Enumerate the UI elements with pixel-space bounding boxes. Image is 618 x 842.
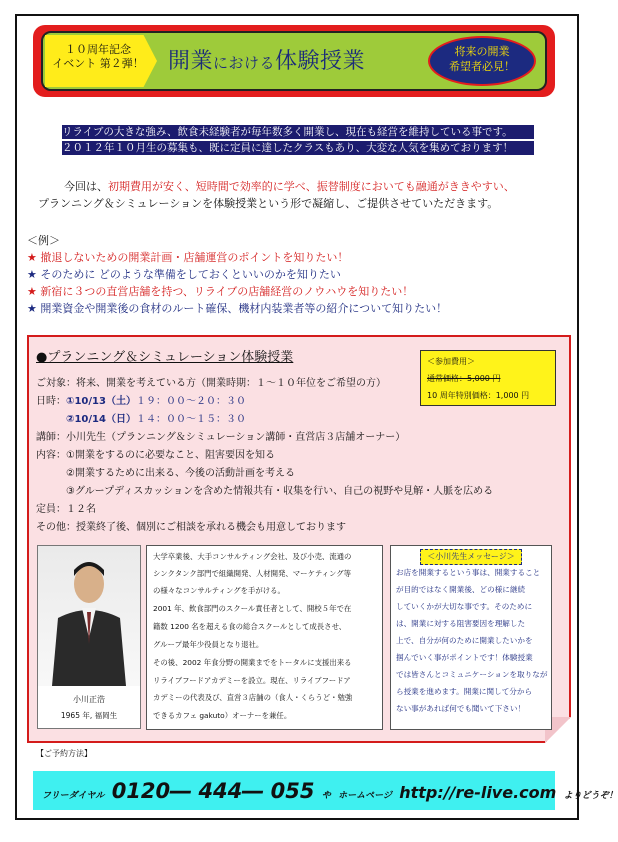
badge-line-2: 希望者必見！ <box>449 60 515 73</box>
message-line: は、開業に対する阻害要因を理解した <box>396 619 526 628</box>
or-text: や <box>321 791 331 801</box>
example-item <box>27 268 341 282</box>
seminar-date-2 <box>66 413 246 426</box>
anniversary-tag-text <box>50 43 146 71</box>
contact-suffix: よりどうぞ！ <box>563 791 618 801</box>
badge-text <box>428 44 536 74</box>
reservation-heading: 【ご予約方法】 <box>36 749 92 758</box>
seminar-title: ●プランニング＆シミュレーション体験授業 <box>36 350 294 365</box>
seminar-content-3: ③グループディスカッションを含めた情報共有・収集を行い、自己の視野や見解・人脈を広める <box>66 486 494 497</box>
intro-p1-lead: 今回は、 <box>64 180 108 193</box>
contact-line <box>42 779 618 803</box>
seminar-teacher: 講師：小川先生（プランニング＆シミュレーション講師・直営店３店舗オーナー） <box>36 432 406 443</box>
example-text: 新宿に３つの直営店舗を持つ、リライブの店舗経営のノウハウを知りたい！ <box>40 285 414 298</box>
date-1-time: １９：００〜２０：３０ <box>135 396 246 407</box>
content-item-1: ①開業をするのに必要なこと、阻害要因を知る <box>66 450 275 461</box>
teacher-bio-box <box>146 545 383 730</box>
star-icon: ★ <box>27 268 37 281</box>
seminar-content-2: ②開業するために出来る、今後の活動計画を考える <box>66 468 295 479</box>
title-part-1: 開業 <box>168 49 214 74</box>
seminar-content-1 <box>36 449 275 462</box>
title-part-3: 体験授業 <box>275 49 366 74</box>
example-text: 開業資金や開業後の食材のルート確保、機材内装業者等の紹介について知りたい！ <box>40 302 448 315</box>
freedial-label: フリーダイヤル <box>42 791 105 801</box>
star-icon: ★ <box>27 302 37 315</box>
teacher-portrait-icon <box>38 546 140 686</box>
cost-label: ＜参加費用＞ <box>427 357 475 366</box>
teacher-photo <box>37 545 141 687</box>
bio-line: その後、2002 年食分野の開業までをトータルに支援出来る <box>153 658 352 667</box>
example-text: 撤退しないための開業計画・店舗運営のポイントを知りたい！ <box>40 251 349 264</box>
content-label: 内容： <box>36 450 66 461</box>
teacher-name: 小川正浩 <box>73 695 105 704</box>
message-line: では皆さんとコミュニケーションを取りなが <box>396 670 548 679</box>
teacher-born: 1965 年, 福岡生 <box>60 711 118 720</box>
seminar-date-1 <box>36 395 246 408</box>
page-title <box>168 44 365 75</box>
date-2-day: ②10/14（日） <box>66 414 136 425</box>
message-line: が目的ではなく開業後、どの様に継続 <box>396 585 526 594</box>
title-part-2: における <box>213 54 276 72</box>
message-line: 上で、自分が何のために開業したいかを <box>396 636 533 645</box>
intro-p1-highlight: 初期費用が安く、短時間で効率的に学べ、振替制度においても融通がききやすい、 <box>108 180 515 193</box>
cost-normal: 通常価格：5,000 円 <box>427 374 501 383</box>
seminar-capacity: 定員：１２名 <box>36 504 96 515</box>
bio-line: リライブフードアカデミーを設立。現在、リライブフードア <box>153 676 351 685</box>
phone-number[interactable]: 0120― 444― 055 <box>111 779 315 803</box>
examples-heading: ＜例＞ <box>27 234 60 247</box>
intro-navy-line-2: ２０１２年１０月生の募集も、既に定員に達したクラスもあり、大変な人気を集めております！ <box>62 141 534 155</box>
bio-line: 2001 年、飲食部門のスクール責任者として、開校５年で在 <box>153 604 352 613</box>
tag-line-2: イベント 第２弾！ <box>52 57 144 70</box>
intro-paragraph-1 <box>64 180 515 194</box>
message-line: ない事があれば何でも聞いて下さい！ <box>396 704 526 713</box>
message-line: していくかが大切な事です。そのために <box>396 602 533 611</box>
example-item <box>27 285 413 299</box>
bio-line: グループ最年少役員となり退社。 <box>153 640 264 649</box>
message-line: 掴んでいく事がポイントです！体験授業 <box>396 653 533 662</box>
teacher-caption <box>37 686 141 729</box>
message-line: ら授業を進めます。開業に関して分から <box>396 687 533 696</box>
star-icon: ★ <box>27 285 37 298</box>
tag-line-1: １０周年記念 <box>65 43 131 56</box>
bio-line: カデミーの代表及び、直営３店舗の（食人・くらうど・勉強 <box>153 693 353 702</box>
bio-line: 籍数 1200 名を超える食の総合スクールとして成長させ、 <box>153 622 347 631</box>
date-2-time: １４：００〜１５：３０ <box>135 414 246 425</box>
intro-paragraph-2: プランニング＆シミュレーションを体験授業という形で凝縮し、ご提供させていただきます。 <box>38 197 499 210</box>
message-line: お店を開業するという事は、開業すること <box>396 568 541 577</box>
bio-line: 大学卒業後、大手コンサルティング会社、及び小売、流通の <box>153 552 352 561</box>
date-1-day: ①10/13（土） <box>66 396 136 407</box>
bio-line: できるカフェ gakuto）オーナーを兼任。 <box>153 711 292 720</box>
seminar-other: その他：授業終了後、個別にご相談を承れる機会も用意しております <box>36 522 346 533</box>
example-item <box>27 251 348 265</box>
cost-box <box>420 350 556 406</box>
bio-line: の様々なコンサルティングを手がける。 <box>153 586 285 595</box>
badge-line-1: 将来の開業 <box>454 45 510 58</box>
intro-navy-line-1: リライブの大きな強み、飲食未経験者が毎年数多く開業し、現在も経営を維持している事です。 <box>62 125 534 139</box>
date-label: 日時： <box>36 396 66 407</box>
seminar-target: ご対象：将来、開業を考えている方（開業時期：１〜１０年位をご希望の方） <box>36 378 386 389</box>
bio-line: シンクタンク部門で組織開発、人材開発、マーケティング等 <box>153 569 352 578</box>
example-item <box>27 302 447 316</box>
message-title: ＜小川先生メッセージ＞ <box>420 549 522 565</box>
cost-special: 10 周年特別価格：1,000 円 <box>427 391 530 400</box>
star-icon: ★ <box>27 251 37 264</box>
homepage-label: ホームページ <box>338 791 392 801</box>
homepage-url[interactable]: http://re-live.com <box>399 783 557 802</box>
example-text: そのために どのような準備をしておくといいのかを知りたい <box>40 268 341 281</box>
